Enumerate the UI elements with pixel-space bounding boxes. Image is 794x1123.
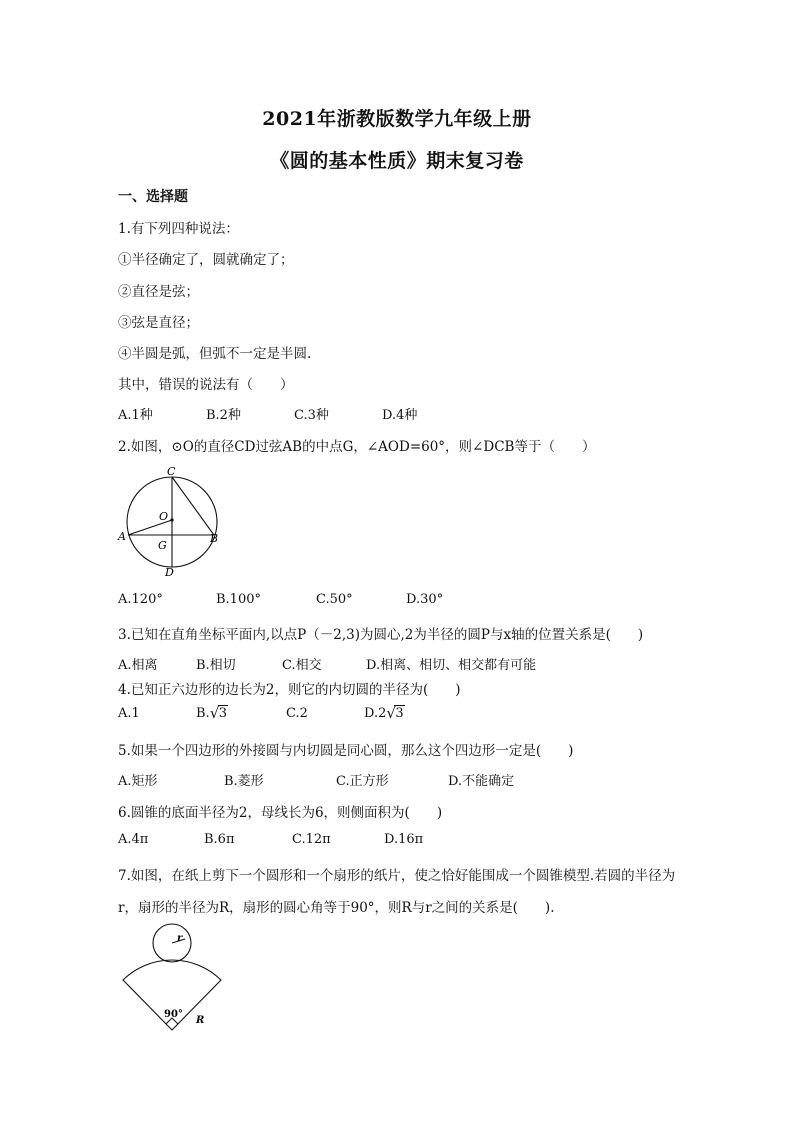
q1-item-1: ①半径确定了，圆就确定了； [118, 252, 294, 268]
q2-option-d: D.30° [406, 592, 444, 607]
q2-option-b: B.100° [216, 592, 261, 607]
q1-item-3: ③弦是直径； [118, 315, 199, 331]
q2-label-g: G [158, 539, 167, 552]
q3-option-c: C.相交 [282, 658, 322, 673]
q7-label-r: r [177, 933, 183, 944]
doc-title-line2: 《圆的基本性质》期末复习卷 [270, 150, 524, 172]
q6-option-c: C.12π [292, 832, 331, 847]
q2-option-a: A.120° [118, 592, 163, 607]
q2-label-d: D [165, 566, 174, 579]
q2-circle-figure [115, 462, 225, 582]
q4-option-b-radicand: 3 [218, 706, 227, 721]
q1-option-c: C.3种 [294, 408, 329, 423]
q5-option-b: B.菱形 [224, 774, 264, 789]
q6-option-a: A.4π [118, 832, 149, 847]
q2-center-point [170, 518, 173, 521]
q1-option-a: A.1种 [118, 408, 153, 423]
q6-stem: 6.圆锥的底面半径为2，母线长为6，则侧面积为( ) [118, 805, 443, 821]
q7-stem-line2: r，扇形的半径为R，扇形的圆心角等于90°，则R与r之间的关系是( ). [118, 900, 555, 916]
q1-option-d: D.4种 [382, 408, 418, 423]
q2-label-o: O [159, 510, 169, 523]
q4-option-d-radicand: 3 [395, 706, 404, 721]
q2-option-c: C.50° [316, 592, 353, 607]
q4-option-a: A.1 [118, 706, 140, 721]
q6-option-d: D.16π [384, 832, 424, 847]
q4-option-d [364, 706, 405, 721]
q7-stem-line1: 7.如图，在纸上剪下一个圆形和一个扇形的纸片，使之恰好能围成一个圆锥模型.若圆的半径为 [118, 868, 676, 884]
q2-label-b: B [210, 532, 219, 545]
section-heading: 一、选择题 [118, 189, 188, 205]
q1-option-b: B.2种 [206, 408, 241, 423]
q7-cone-net-figure [116, 920, 226, 1038]
q1-ask: 其中，错误的说法有（ ） [118, 377, 294, 393]
q5-option-a: A.矩形 [118, 774, 158, 789]
q7-label-R: R [196, 1015, 205, 1026]
q6-option-b: B.6π [204, 832, 235, 847]
q3-option-d: D.相离、相切、相交都有可能 [366, 658, 537, 673]
q2-label-c: C [167, 465, 176, 478]
q4-option-b-prefix: B. [196, 706, 210, 721]
q4-stem: 4.已知正六边形的边长为2，则它的内切圆的半径为( ) [118, 682, 461, 698]
q2-segment-cb [172, 477, 214, 535]
q4-option-b [196, 706, 228, 721]
q2-label-a: A [118, 530, 126, 543]
q4-option-d-prefix: D.2 [364, 706, 387, 721]
q1-stem: 1.有下列四种说法： [118, 221, 239, 237]
q1-item-2: ②直径是弦； [118, 284, 199, 300]
q3-option-a: A.相离 [118, 658, 158, 673]
q5-option-d: D.不能确定 [448, 774, 515, 789]
sqrt-symbol: √ 3 [209, 704, 227, 722]
q7-label-angle: 90° [164, 1009, 183, 1020]
q4-option-c: C.2 [286, 706, 308, 721]
q2-stem: 2.如图，⊙O的直径CD过弦AB的中点G，∠AOD=60°，则∠DCB等于（ ） [118, 439, 596, 455]
q5-option-c: C.正方形 [336, 774, 389, 789]
sqrt-symbol: √ 3 [386, 704, 404, 722]
q3-option-b: B.相切 [196, 658, 236, 673]
doc-title-line1: 2021年浙教版数学九年级上册 [262, 108, 532, 130]
q3-stem: 3.已知在直角坐标平面内,以点P（－2,3)为圆心,2为半径的圆P与x轴的位置关系是( ) [118, 627, 644, 643]
q5-stem: 5.如果一个四边形的外接圆与内切圆是同心圆，那么这个四边形一定是( ) [118, 743, 574, 759]
q1-item-4: ④半圆是弧，但弧不一定是半圆. [118, 346, 312, 362]
